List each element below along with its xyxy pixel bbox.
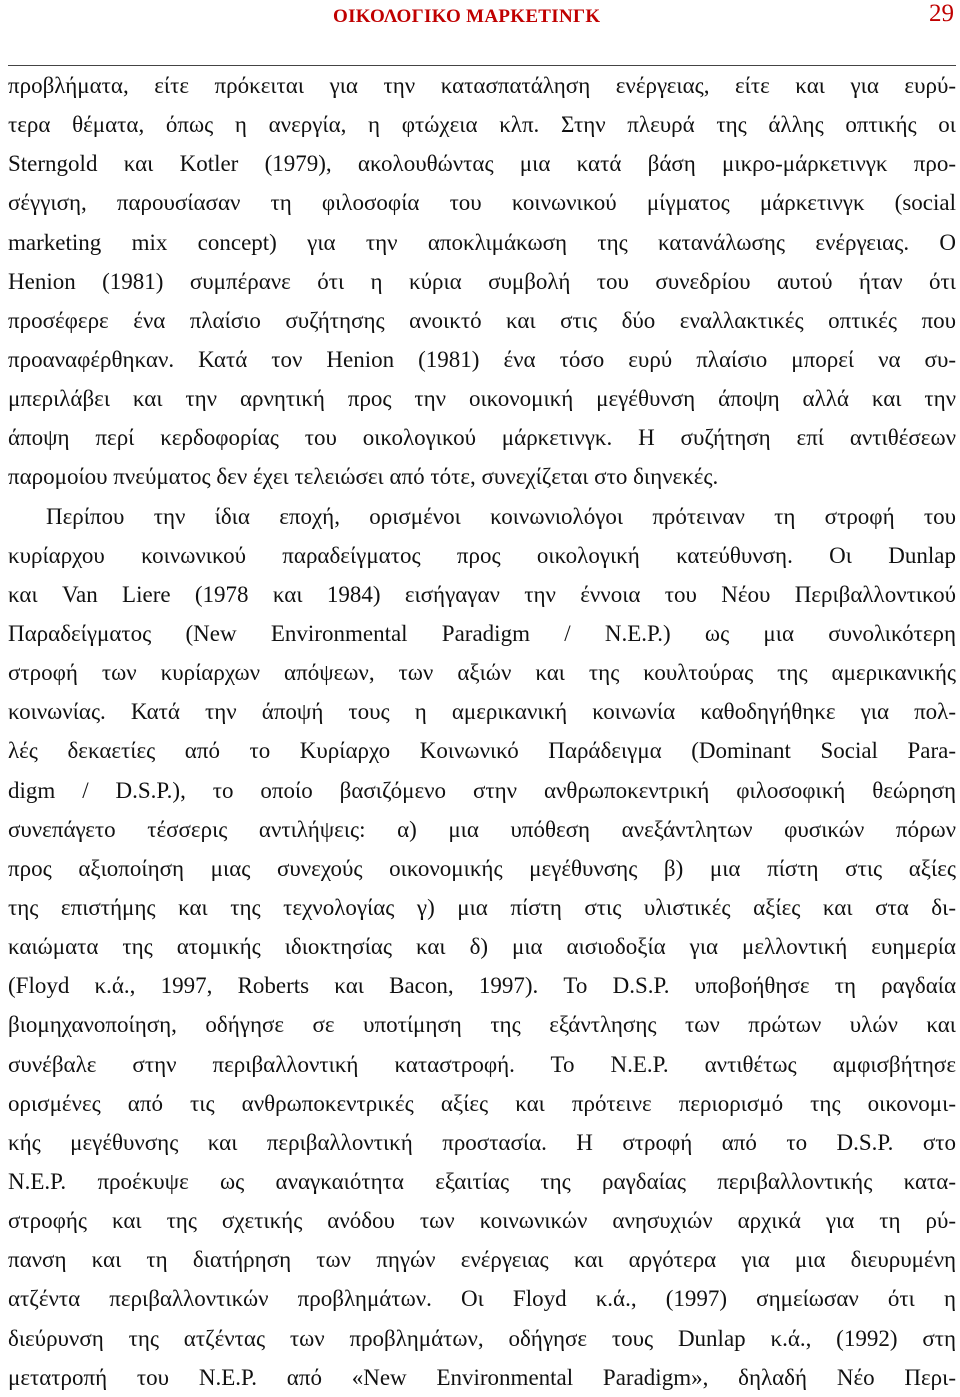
text-line: συνέβαλε στην περιβαλλοντική καταστροφή. Το N.E.P. αντιθέτως αμφισβήτησε (8, 1051, 956, 1077)
text-line: βιομηχανοποίηση, οδήγησε σε υποτίμηση της εξάντλησης των πρώτων υλών και (8, 1012, 956, 1038)
text-line: ατζέντα περιβαλλοντικών προβλημάτων. Οι Floyd κ.ά., (1997) σημείωσαν ότι η (8, 1286, 956, 1312)
text-line: προς αξιοποίηση μιας συνεχούς οικονομικής μεγέθυνσης β) μια πίστη στις αξίες (8, 855, 956, 881)
text-line: πανση και τη διατήρηση των πηγών ενέργειας και αργότερα για μια διευρυμένη (8, 1247, 956, 1273)
running-header-title: ΟΙΚΟΛΟΓΙΚΟ ΜΑΡΚΕΤΙΝΓΚ (333, 6, 601, 27)
text-line: Sterngold και Kotler (1979), ακολουθώντας μια κατά βάση μικρο-μάρκετινγκ προ- (8, 151, 956, 177)
text-line: marketing mix concept) για την αποκλιμάκωση της κατανάλωσης ενέργειας. Ο (8, 229, 956, 255)
text-line: συνεπάγετο τέσσερις αντιλήψεις: α) μια υπόθεση ανεξάντλητων φυσικών πόρων (8, 816, 956, 842)
paragraph-start-line: Περίπου την ίδια εποχή, ορισμένοι κοινωνιολόγοι πρότειναν τη στροφή του (46, 503, 956, 529)
text-line: καιώματα της ατομικής ιδιοκτησίας και δ) μια αισιοδοξία για μελλοντική ευημερία (8, 934, 956, 960)
text-line: ορισμένες από τις ανθρωποκεντρικές αξίες και πρότεινε περιορισμό της οικονομι- (8, 1090, 956, 1116)
text-line: κυρίαρχου κοινωνικού παραδείγματος προς οικολογική κατεύθυνση. Οι Dunlap (8, 542, 956, 568)
text-line: προαναφέρθηκαν. Κατά τον Henion (1981) ένα τόσο ευρύ πλαίσιο μπορεί να συ- (8, 346, 956, 372)
text-line: μετατροπή του N.E.P. από «New Environmental Paradigm», δηλαδή Νέο Περι- (8, 1364, 956, 1390)
text-line: (Floyd κ.ά., 1997, Roberts και Bacon, 1997). Το D.S.P. υποβοήθησε τη ραγδαία (8, 973, 956, 999)
page-number: 29 (929, 0, 954, 27)
text-line: Henion (1981) συμπέρανε ότι η κύρια συμβολή του συνεδρίου αυτού ήταν ότι (8, 268, 956, 294)
text-line: N.E.P. προέκυψε ως αναγκαιότητα εξαιτίας της ραγδαίας περιβαλλοντικής κατα- (8, 1168, 956, 1194)
text-line: digm / D.S.P.), το οποίο βασιζόμενο στην ανθρωποκεντρική φιλοσοφική θεώρηση (8, 777, 956, 803)
text-line: κοινωνίας. Κατά την άποψή τους η αμερικανική κοινωνία καθοδηγήθηκε για πολ- (8, 699, 956, 725)
paragraph-end-line: παρομοίου πνεύματος δεν έχει τελειώσει από τότε, συνεχίζεται στο διηνεκές. (8, 464, 719, 490)
text-line: της επιστήμης και της τεχνολογίας γ) μια πίστη στις υλιστικές αξίες και στα δι- (8, 894, 956, 920)
text-line: και Van Liere (1978 και 1984) εισήγαγαν την έννοια του Νέου Περιβαλλοντικού (8, 581, 956, 607)
text-line: άποψη περί κερδοφορίας του οικολογικού μάρκετινγκ. Η συζήτηση επί αντιθέσεων (8, 425, 956, 451)
document-page (8, 0, 956, 1390)
running-header (8, 0, 956, 66)
text-line: διεύρυνση της ατζέντας των προβλημάτων, οδήγησε τους Dunlap κ.ά., (1992) στη (8, 1325, 956, 1351)
text-line: μπεριλάβει και την αρνητική προς την οικονομική μεγέθυνση άποψη αλλά και την (8, 386, 956, 412)
text-line: κής μεγέθυνσης και περιβαλλοντική προστασία. Η στροφή από το D.S.P. στο (8, 1129, 956, 1155)
text-line: στροφής και της σχετικής ανόδου των κοινωνικών ανησυχιών αρχικά για τη ρύ- (8, 1208, 956, 1234)
text-line: προσέφερε ένα πλαίσιο συζήτησης ανοικτό και στις δύο εναλλακτικές οπτικές που (8, 307, 956, 333)
text-line: Παραδείγματος (New Environmental Paradigm / N.E.P.) ως μια συνολικότερη (8, 620, 956, 646)
body-text (8, 66, 956, 1397)
text-line: σέγγιση, παρουσίασαν τη φιλοσοφία του κοινωνικού μίγματος μάρκετινγκ (social (8, 190, 956, 216)
text-line: τερα θέματα, όπως η ανεργία, η φτώχεια κλπ. Στην πλευρά της άλλης οπτικής οι (8, 112, 956, 138)
text-line: λές δεκαετίες από το Κυρίαρχο Κοινωνικό Παράδειγμα (Dominant Social Para- (8, 738, 956, 764)
text-line: στροφή των κυρίαρχων απόψεων, των αξιών και της κουλτούρας της αμερικανικής (8, 660, 956, 686)
text-line: προβλήματα, είτε πρόκειται για την κατασπατάληση ενέργειας, είτε και για ευρύ- (8, 73, 956, 98)
